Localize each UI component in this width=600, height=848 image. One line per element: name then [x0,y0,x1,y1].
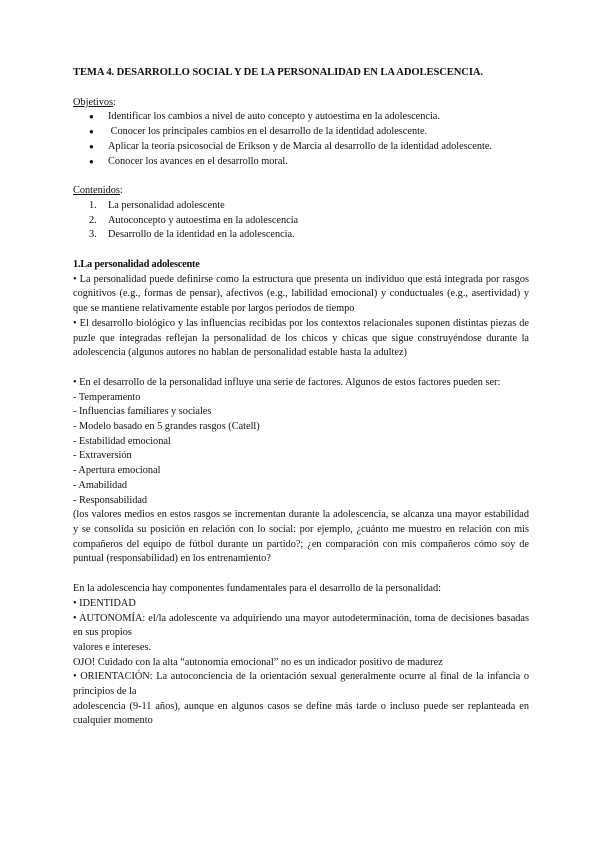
paragraph: (los valores medios en estos rasgos se incrementan durante la adolescencia, se alcanza una mayor estabilidad y se consolida su posición en relación con lo social: por ejemplo, ¿cuánto me muestro en relación con mis compañeros del equipo de fútbol durante un partido?; ¿en comparación con mis compañeros cómo soy de puntual (responsabilidad) en los entrenamiento? [73,509,529,565]
list-item: - Apertura emocional [73,465,161,477]
bullet-icon: ● [89,112,94,122]
bullet-icon: ● [89,127,94,137]
objetivos-section [73,96,529,170]
paragraph: adolescencia (9-11 años), aunque en algunos casos se define más tarde o incluso puede ser replanteada en cualquier momento [73,700,529,727]
section-personalidad [73,258,529,729]
list-item: ● Aplicar la teoría psicosocial de Erikson y de Marcia al desarrollo de la identidad adolescente. [73,140,529,155]
paragraph: • ORIENTACIÓN: La autoconciencia de la orientación sexual generalmente ocurre al final de la infancia o principios de la [73,671,529,698]
section-heading: 1.La personalidad adolescente [73,259,200,271]
bullet-icon: ● [89,141,94,151]
list-item: 2. Autoconcepto y autoestima en la adolescencia [89,214,299,226]
list-item: ● Conocer los principales cambios en el desarrollo de la identidad adolescente. [73,125,529,140]
list-item: 3. Desarrollo de la identidad en la adolescencia. [89,229,295,241]
contenidos-list [73,199,529,243]
paragraph: • En el desarrollo de la personalidad influye una serie de factores. Algunos de estos factores pueden ser: [73,376,501,388]
objetivos-list [73,110,529,169]
list-item: - Temperamento [73,391,141,403]
paragraph: • La personalidad puede definirse como la estructura que presenta un individuo que está integrada por rasgos cognitivos (e.g., formas de pensar), afectivos (e.g., labilidad emocional) y conductuales (e.g., asertividad) y que se mantiene relativamente estable por largos periodos de tiempo [73,273,529,315]
list-item: - Influencias familiares y sociales [73,406,212,418]
contenidos-label: Contenidos [73,185,120,197]
list-item: - Modelo basado en 5 grandes rasgos (Catell) [73,421,260,433]
paragraph: • IDENTIDAD [73,597,136,609]
objetivos-label: Objetivos [73,96,114,108]
list-item: - Estabilidad emocional [73,435,171,447]
document-page [73,66,529,729]
list-item: ● Conocer los avances en el desarrollo moral. [73,155,529,170]
list-item: - Responsabilidad [73,494,148,506]
list-item: - Extraversión [73,450,132,462]
list-item: 1. La personalidad adolescente [89,199,225,211]
paragraph: En la adolescencia hay componentes fundamentales para el desarrollo de la personalidad: [73,583,441,595]
factor-list [73,391,529,509]
paragraph: valores e intereses. [73,641,152,653]
paragraph: • El desarrollo biológico y las influencias recibidas por los contextos relacionales suponen distintas piezas de puzle que integradas reflejan la personalidad de los chicos y chicas que sigue construyéndose durante la adolescencia (algunos autores no hablan de personalidad estable hasta la adultez) [73,317,529,359]
contenidos-section [73,184,529,243]
objetivos-colon: : [113,96,116,108]
paragraph: OJO! Cuidado con la alta “autonomía emocional” no es un indicador positivo de madurez [73,656,443,668]
page-title: TEMA 4. DESARROLLO SOCIAL Y DE LA PERSONALIDAD EN LA ADOLESCENCIA. [73,67,483,78]
list-item: ● Identificar los cambios a nivel de auto concepto y autoestima en la adolescencia. [73,110,529,125]
bullet-icon: ● [89,156,94,166]
list-item: - Amabilidad [73,479,128,491]
paragraph: • AUTONOMÍA: el/la adolescente va adquiriendo una mayor autodeterminación, toma de decisiones basadas en sus propios [73,612,529,639]
contenidos-colon: : [119,185,123,197]
